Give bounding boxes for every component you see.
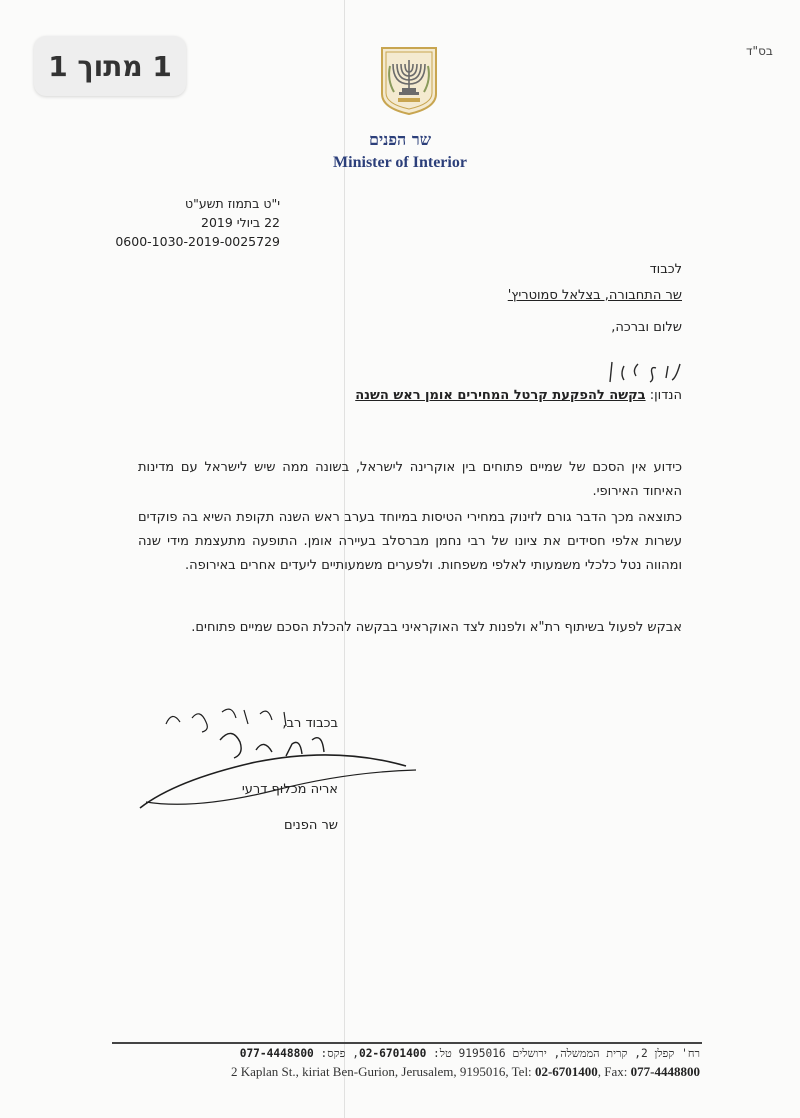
subject-label: הנדון: (645, 388, 682, 403)
subject-text: בקשה להפקעת קרטל המחירים אומן ראש השנה (355, 388, 646, 403)
footer-phone-hebrew: 02-6701400 (358, 1047, 427, 1060)
handwritten-note-icon (580, 356, 690, 386)
closing-salutation: בכבוד רב, (282, 716, 338, 731)
letterhead-title-hebrew: שר הפנים (368, 130, 432, 149)
footer-fax-hebrew: 077-4448800 (239, 1047, 314, 1060)
subject-line (355, 388, 682, 403)
reference-number: 0600-1030-2019-0025729 (115, 234, 280, 249)
signer-title: שר הפנים (283, 818, 338, 833)
footer-fax-label-hebrew: , פקס: (313, 1047, 359, 1060)
gregorian-date: 22 ביולי 2019 (201, 215, 280, 230)
footer-address-english-text: 2 Kaplan St., kiriat Ben-Gurion, Jerusalem, 9195016, Tel: (230, 1064, 535, 1079)
footer-fax-english: 077-4448800 (630, 1064, 700, 1079)
footer-address-hebrew-text: רח' קפלן 2, קרית הממשלה, ירושלים 9195016 טל: (426, 1047, 700, 1060)
hebrew-date: י"ט בתמוז תשע"ט (184, 196, 280, 211)
body-paragraph-3: אבקש לפעול בשיתוף רת"א ולפנות לצד האוקראיני בבקשה להכלת הסכם שמיים פתוחים. (191, 620, 682, 635)
body-paragraph-2: כתוצאה מכך הדבר גורם לזינוק במחירי הטיסות במיוחד בערב ראש השנה תקופת השיא בה פוקדים עשרות אלפי חסידים את ציונו של רבי נחמן מברסלב בעיירה אומן. התופעה מתעצמת מידי שנה ומהווה נטל כלכלי משמעותי לאלפי משפחות. ולפערים משמעותיים ליעדים אחרים באירופה. (138, 510, 682, 573)
letterhead-title-english: Minister of Interior (333, 154, 467, 171)
footer-divider (112, 1042, 702, 1044)
recipient-name: שר התחבורה, בצלאל סמוטריץ' (507, 288, 682, 303)
footer-address-english (112, 1064, 700, 1080)
signature-icon (136, 700, 426, 820)
state-emblem-icon (378, 46, 440, 116)
recipient-label: לכבוד (649, 262, 682, 277)
greeting: שלום וברכה, (611, 320, 682, 335)
date-block (90, 194, 280, 251)
footer-phone-english: 02-6701400 (534, 1064, 598, 1079)
page-count-badge: 1 מתוך 1 (34, 36, 186, 96)
body-paragraph-1: כידוע אין הסכם של שמיים פתוחים בין אוקרינה לישראל, בשונה ממה שיש לישראל עם מדינות האיחוד האירופי. (138, 460, 682, 499)
footer-fax-label-english: , Fax: (597, 1064, 631, 1079)
bsd-mark: בס"ד (746, 44, 773, 58)
signer-name: אריה מכלוף דרעי (241, 782, 338, 797)
footer-address-hebrew (112, 1047, 700, 1060)
